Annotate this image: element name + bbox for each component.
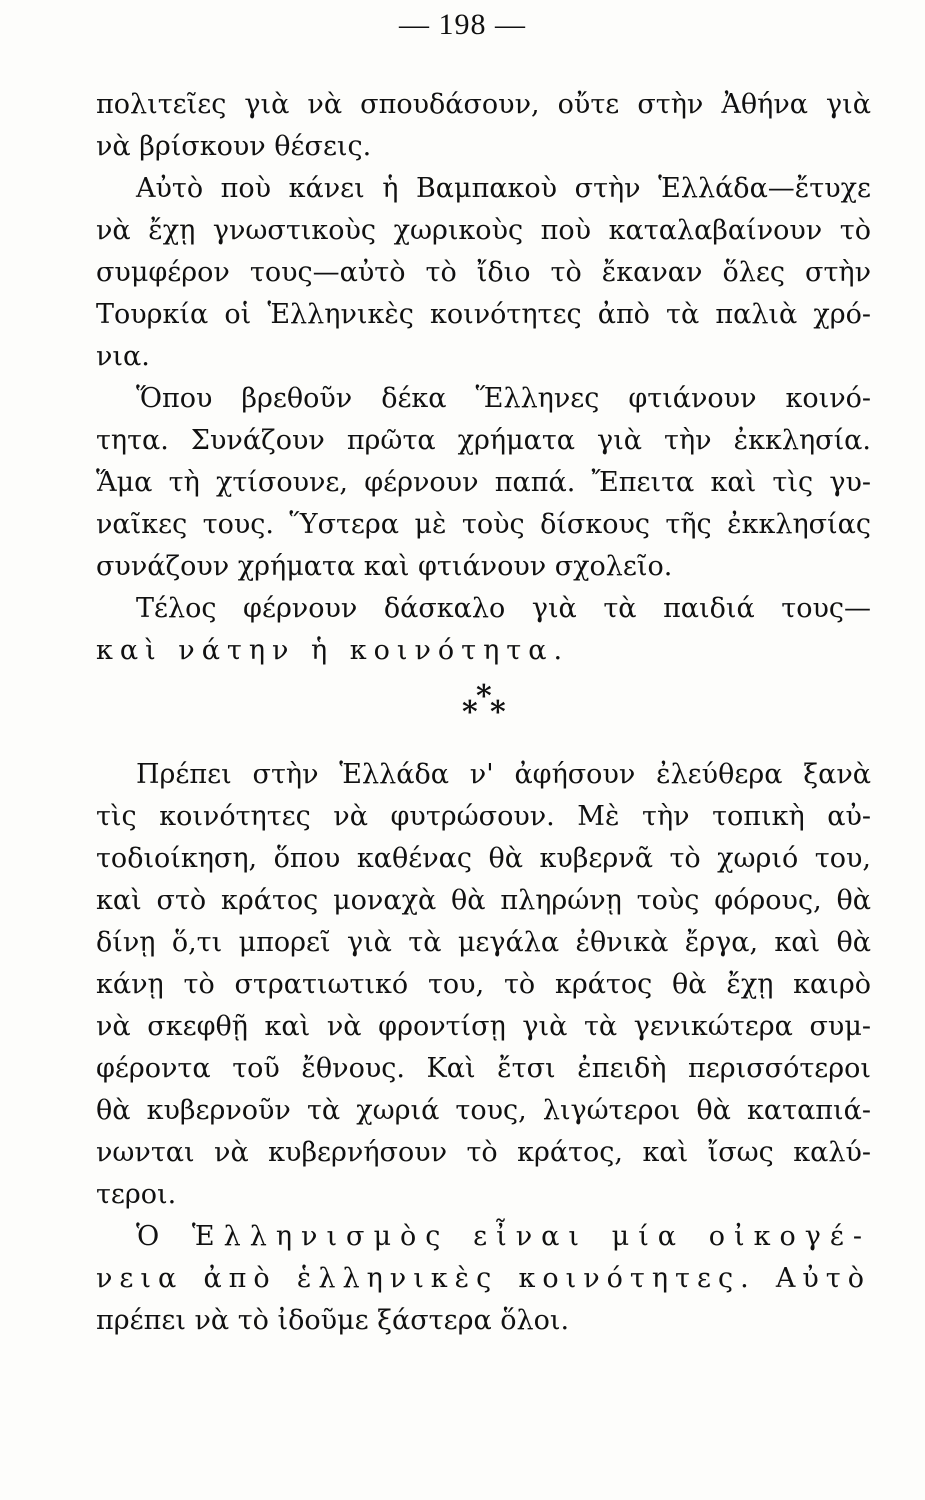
- paragraph: [96, 588, 871, 672]
- text-line: φέροντα τοῦ ἔθνους. Καὶ ἔτσι ἐπειδὴ περισσότεροι: [96, 1053, 871, 1084]
- text-line: κάνῃ τὸ στρατιωτικό του, τὸ κράτος θὰ ἔχῃ καιρὸ: [96, 969, 871, 1000]
- text-line: τεροι.: [96, 1179, 177, 1210]
- spaced-text-line: Ὁ Ἑλληνισμὸς εἶναι μία οἰκογέ-: [136, 1221, 871, 1252]
- text-line: νωνται νὰ κυβερνήσουν τὸ κράτος, καὶ ἴσως καλύ-: [96, 1137, 871, 1168]
- text-line: νὰ βρίσκουν θέσεις.: [96, 131, 372, 162]
- page-number: — 198 —: [399, 8, 526, 41]
- text-line: συμφέρον τους—αὐτὸ τὸ ἴδιο τὸ ἔκαναν ὅλες στὴν: [96, 257, 871, 288]
- spaced-text-line: καὶ νάτην ἡ κοινότητα.: [96, 635, 570, 666]
- asterisk-icon: *: [476, 679, 492, 714]
- spaced-text-line: νεια ἀπὸ ἑλληνικὲς κοινότητες. Αὐτὸ: [96, 1263, 871, 1294]
- text-line: καὶ στὸ κράτος μοναχὰ θὰ πληρώνῃ τοὺς φόρους, θὰ: [96, 885, 871, 916]
- text-line: τὶς κοινότητες νὰ φυτρώσουν. Μὲ τὴν τοπικὴ αὐ-: [96, 801, 871, 832]
- asterisk-icon: *: [462, 695, 478, 730]
- text-line: Αὐτὸ ποὺ κάνει ἡ Βαμπακοὺ στὴν Ἑλλάδα—ἔτυχε: [136, 173, 871, 204]
- asterism-separator: [96, 672, 871, 754]
- paragraph: [96, 1216, 871, 1342]
- text-line: νὰ ἔχῃ γνωστικοὺς χωρικοὺς ποὺ καταλαβαίνουν τὸ: [96, 215, 871, 246]
- text-line: ναῖκες τους. Ὕστερα μὲ τοὺς δίσκους τῆς ἐκκλησίας: [96, 509, 871, 540]
- body-text: [96, 84, 871, 1342]
- text-line: Ἅμα τὴ χτίσουνε, φέρνουν παπά. Ἔπειτα καὶ τὶς γυ-: [96, 467, 871, 498]
- paragraph: [96, 84, 871, 168]
- text-line: Τέλος φέρνουν δάσκαλο γιὰ τὰ παιδιά τους—: [136, 593, 871, 624]
- text-line: Τουρκία οἱ Ἑλληνικὲς κοινότητες ἀπὸ τὰ παλιὰ χρό-: [96, 299, 871, 330]
- text-line: Ὅπου βρεθοῦν δέκα Ἕλληνες φτιάνουν κοινό-: [136, 383, 871, 414]
- asterisk-icon: *: [490, 695, 506, 730]
- text-line: τητα. Συνάζουν πρῶτα χρήματα γιὰ τὴν ἐκκλησία.: [96, 425, 871, 456]
- text-line: θὰ κυβερνοῦν τὰ χωριά τους, λιγώτεροι θὰ καταπιά-: [96, 1095, 871, 1126]
- text-line: πρέπει νὰ τὸ ἰδοῦμε ξάστερα ὅλοι.: [96, 1305, 570, 1336]
- paragraph: [96, 378, 871, 588]
- text-line: Πρέπει στὴν Ἑλλάδα ν' ἀφήσουν ἐλεύθερα ξανὰ: [136, 759, 871, 790]
- text-line: πολιτεῖες γιὰ νὰ σπουδάσουν, οὔτε στὴν Ἀθήνα γιὰ: [96, 89, 871, 120]
- text-line: δίνῃ ὅ,τι μπορεῖ γιὰ τὰ μεγάλα ἐθνικὰ ἔργα, καὶ θὰ: [96, 927, 871, 958]
- paragraph: [96, 754, 871, 1216]
- text-line: συνάζουν χρήματα καὶ φτιάνουν σχολεῖο.: [96, 551, 673, 582]
- text-line: νια.: [96, 341, 150, 372]
- text-line: νὰ σκεφθῇ καὶ νὰ φροντίσῃ γιὰ τὰ γενικώτερα συμ-: [96, 1011, 871, 1042]
- text-line: τοδιοίκηση, ὅπου καθένας θὰ κυβερνᾶ τὸ χωριό του,: [96, 843, 871, 874]
- paragraph: [96, 168, 871, 378]
